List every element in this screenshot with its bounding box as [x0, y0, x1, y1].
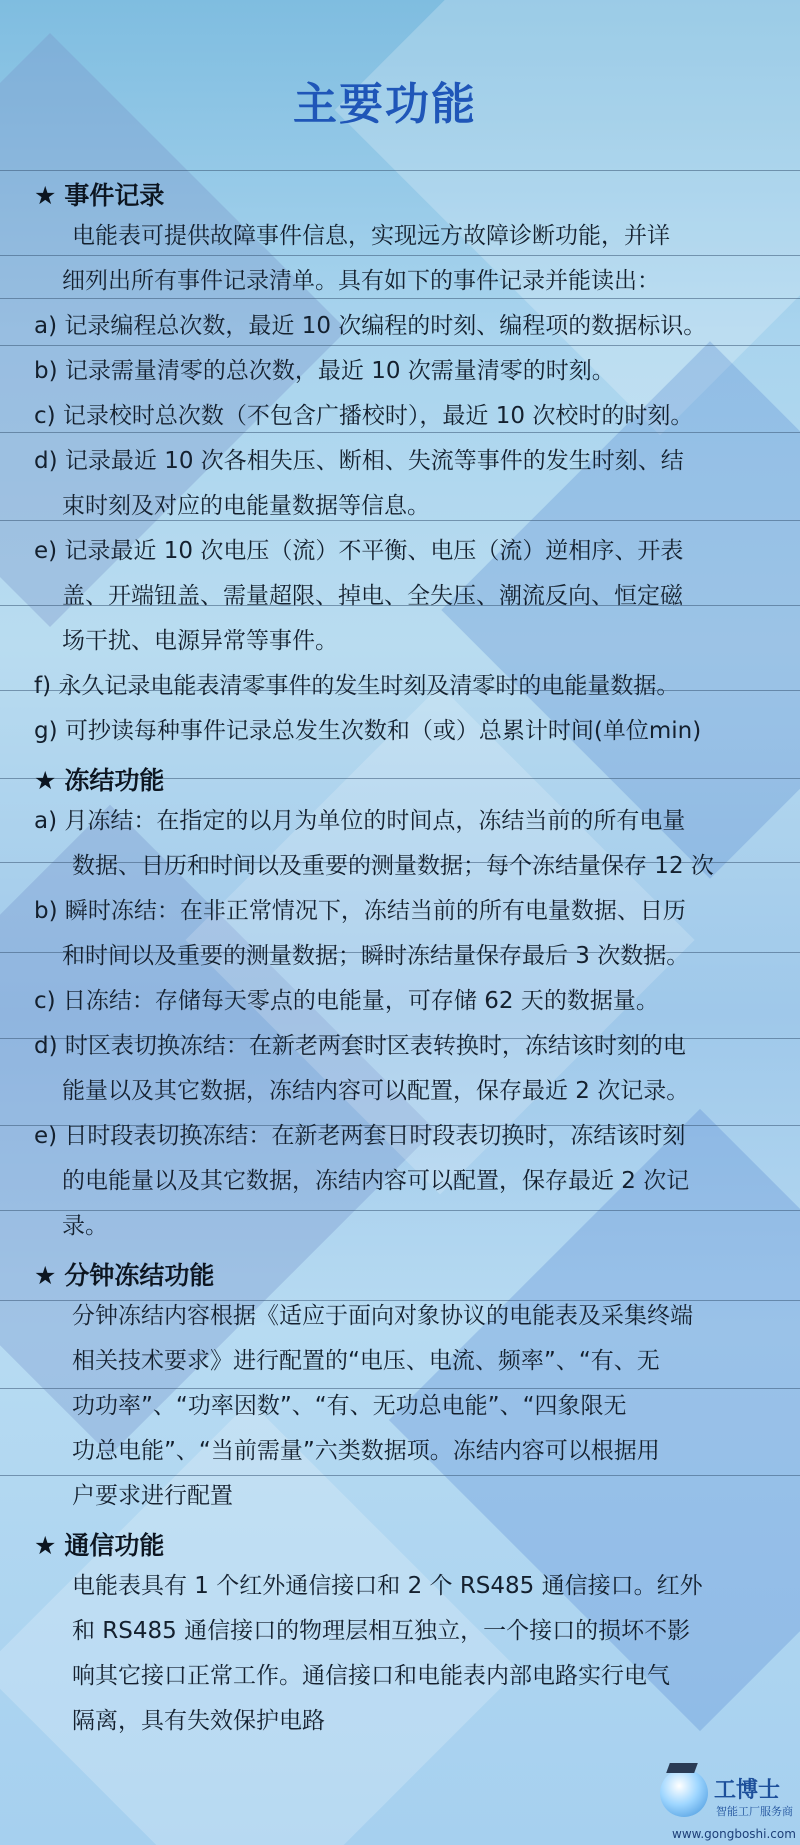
mascot-icon: [660, 1769, 708, 1817]
list-item-continuation: 场干扰、电源异常等事件。: [62, 628, 338, 654]
body-line: 响其它接口正常工作。通信接口和电能表内部电路实行电气: [72, 1663, 670, 1689]
body-line: 电能表具有 1 个红外通信接口和 2 个 RS485 通信接口。红外: [72, 1573, 703, 1599]
list-item: d) 时区表切换冻结：在新老两套时区表转换时，冻结该时刻的电: [34, 1033, 686, 1059]
watermark-logo: [660, 1765, 800, 1845]
watermark-url: www.gongboshi.com: [672, 1827, 796, 1841]
star-icon: ★: [34, 766, 57, 795]
list-item-continuation: 盖、开端钮盖、需量超限、掉电、全失压、潮流反向、恒定磁: [62, 583, 683, 609]
body-line: 细列出所有事件记录清单。具有如下的事件记录并能读出：: [62, 268, 660, 294]
list-item-continuation: 录。: [62, 1213, 108, 1239]
list-item-continuation: 的电能量以及其它数据，冻结内容可以配置，保存最近 2 次记: [62, 1168, 690, 1194]
list-item-continuation: 能量以及其它数据，冻结内容可以配置，保存最近 2 次记录。: [62, 1078, 690, 1104]
section-heading-minute-freeze: [34, 1256, 214, 1292]
watermark-tagline: 智能工厂服务商: [716, 1805, 793, 1818]
star-icon: ★: [34, 1261, 57, 1290]
section-heading-event-log: [34, 176, 164, 212]
body-line: 功总电能”、“当前需量”六类数据项。冻结内容可以根据用: [72, 1438, 660, 1464]
list-item: e) 日时段表切换冻结：在新老两套日时段表切换时，冻结该时刻: [34, 1123, 686, 1149]
graduation-cap-icon: [666, 1763, 698, 1773]
star-icon: ★: [34, 1531, 57, 1560]
body-line: 和 RS485 通信接口的物理层相互独立，一个接口的损坏不影: [72, 1618, 691, 1644]
section-heading-freeze: [34, 761, 164, 797]
body-line: 电能表可提供故障事件信息，实现远方故障诊断功能，并详: [72, 223, 670, 249]
list-item: f) 永久记录电能表清零事件的发生时刻及清零时的电能量数据。: [34, 673, 680, 699]
section-heading-text: 事件记录: [64, 181, 165, 210]
list-item: a) 月冻结：在指定的以月为单位的时间点，冻结当前的所有电量: [34, 808, 686, 834]
list-item: e) 记录最近 10 次电压（流）不平衡、电压（流）逆相序、开表: [34, 538, 684, 564]
section-heading-text: 冻结功能: [64, 766, 165, 795]
section-heading-communication: [34, 1526, 164, 1562]
watermark-name: 工博士: [714, 1777, 781, 1803]
list-item: c) 记录校时总次数（不包含广播校时），最近 10 次校时的时刻。: [34, 403, 694, 429]
list-item: b) 记录需量清零的总次数，最近 10 次需量清零的时刻。: [34, 358, 615, 384]
body-line: 隔离，具有失效保护电路: [72, 1708, 325, 1734]
page-title: 主要功能: [293, 79, 477, 130]
body-line: 分钟冻结内容根据《适应于面向对象协议的电能表及采集终端: [72, 1303, 693, 1329]
section-heading-text: 分钟冻结功能: [64, 1261, 215, 1290]
list-item: g) 可抄读每种事件记录总发生次数和（或）总累计时间(单位min): [34, 718, 702, 744]
list-item: b) 瞬时冻结：在非正常情况下，冻结当前的所有电量数据、日历: [34, 898, 686, 924]
body-line: 户要求进行配置: [72, 1483, 233, 1509]
list-item: a) 记录编程总次数，最近 10 次编程的时刻、编程项的数据标识。: [34, 313, 707, 339]
section-heading-text: 通信功能: [64, 1531, 165, 1560]
list-item: d) 记录最近 10 次各相失压、断相、失流等事件的发生时刻、结: [34, 448, 684, 474]
star-icon: ★: [34, 181, 57, 210]
list-item-continuation: 和时间以及重要的测量数据；瞬时冻结量保存最后 3 次数据。: [62, 943, 690, 969]
list-item: c) 日冻结：存储每天零点的电能量，可存储 62 天的数据量。: [34, 988, 659, 1014]
body-line: 功功率”、“功率因数”、“有、无功总电能”、“四象限无: [72, 1393, 627, 1419]
list-item-continuation: 数据、日历和时间以及重要的测量数据；每个冻结量保存 12 次: [72, 853, 714, 879]
list-item-continuation: 束时刻及对应的电能量数据等信息。: [62, 493, 430, 519]
body-line: 相关技术要求》进行配置的“电压、电流、频率”、“有、无: [72, 1348, 660, 1374]
